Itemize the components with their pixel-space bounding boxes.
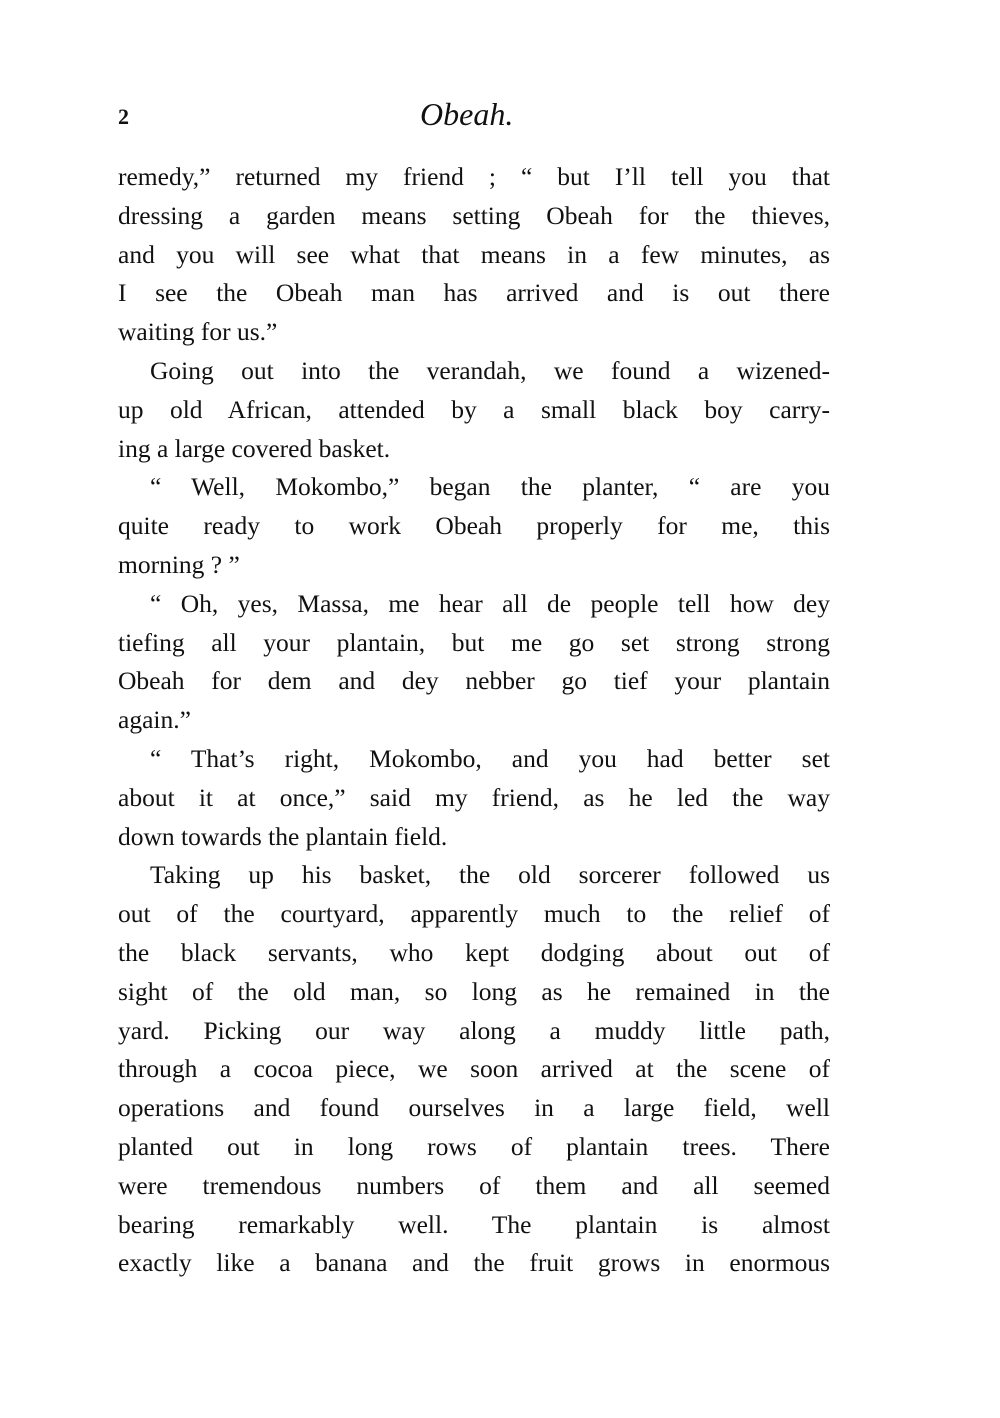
text-line: tiefing all your plantain, but me go set strong strong	[118, 627, 830, 657]
text-line: Obeah for dem and dey nebber go tief your plantain	[118, 666, 830, 696]
text-line: and you will see what that means in a few minutes, as	[118, 239, 830, 269]
text-line: yard. Picking our way along a muddy little path,	[118, 1015, 830, 1045]
text-line: down towards the plantain field.	[118, 821, 448, 851]
text-line: Taking up his basket, the old sorcerer followed us	[150, 860, 830, 890]
text-line: planted out in long rows of plantain trees. There	[118, 1131, 830, 1161]
running-title: Obeah.	[420, 96, 514, 132]
text-line: morning ? ”	[118, 549, 240, 579]
text-line: “ Well, Mokombo,” began the planter, “ are you	[150, 472, 830, 502]
text-line: remedy,” returned my friend ; “ but I’ll tell you that	[118, 162, 830, 191]
text-line: dressing a garden means setting Obeah for the thieves,	[118, 200, 830, 230]
body-text	[118, 158, 830, 1283]
page-number: 2	[118, 104, 129, 129]
text-line: exactly like a banana and the fruit grows in enormous	[118, 1248, 830, 1278]
text-line: I see the Obeah man has arrived and is out there	[118, 278, 830, 308]
text-line: quite ready to work Obeah properly for me, this	[118, 511, 830, 541]
text-line: operations and found ourselves in a large field, well	[118, 1093, 830, 1123]
text-line: out of the courtyard, apparently much to the relief of	[118, 899, 830, 929]
text-line: the black servants, who kept dodging about out of	[118, 937, 830, 967]
text-line: through a cocoa piece, we soon arrived at the scene of	[118, 1054, 830, 1084]
text-line: up old African, attended by a small black boy carry-	[118, 394, 830, 424]
text-line: bearing remarkably well. The plantain is almost	[118, 1209, 830, 1239]
text-line: “ Oh, yes, Massa, me hear all de people tell how dey	[150, 588, 830, 618]
text-line: again.”	[118, 705, 191, 735]
text-line: “ That’s right, Mokombo, and you had better set	[150, 743, 830, 773]
text-line: were tremendous numbers of them and all seemed	[118, 1170, 830, 1200]
text-line: sight of the old man, so long as he remained in the	[118, 976, 830, 1006]
text-line: Going out into the verandah, we found a wizened-	[150, 355, 830, 385]
text-line: about it at once,” said my friend, as he led the way	[118, 782, 830, 812]
text-line: ing a large covered basket.	[118, 433, 391, 463]
text-line: waiting for us.”	[118, 317, 278, 347]
